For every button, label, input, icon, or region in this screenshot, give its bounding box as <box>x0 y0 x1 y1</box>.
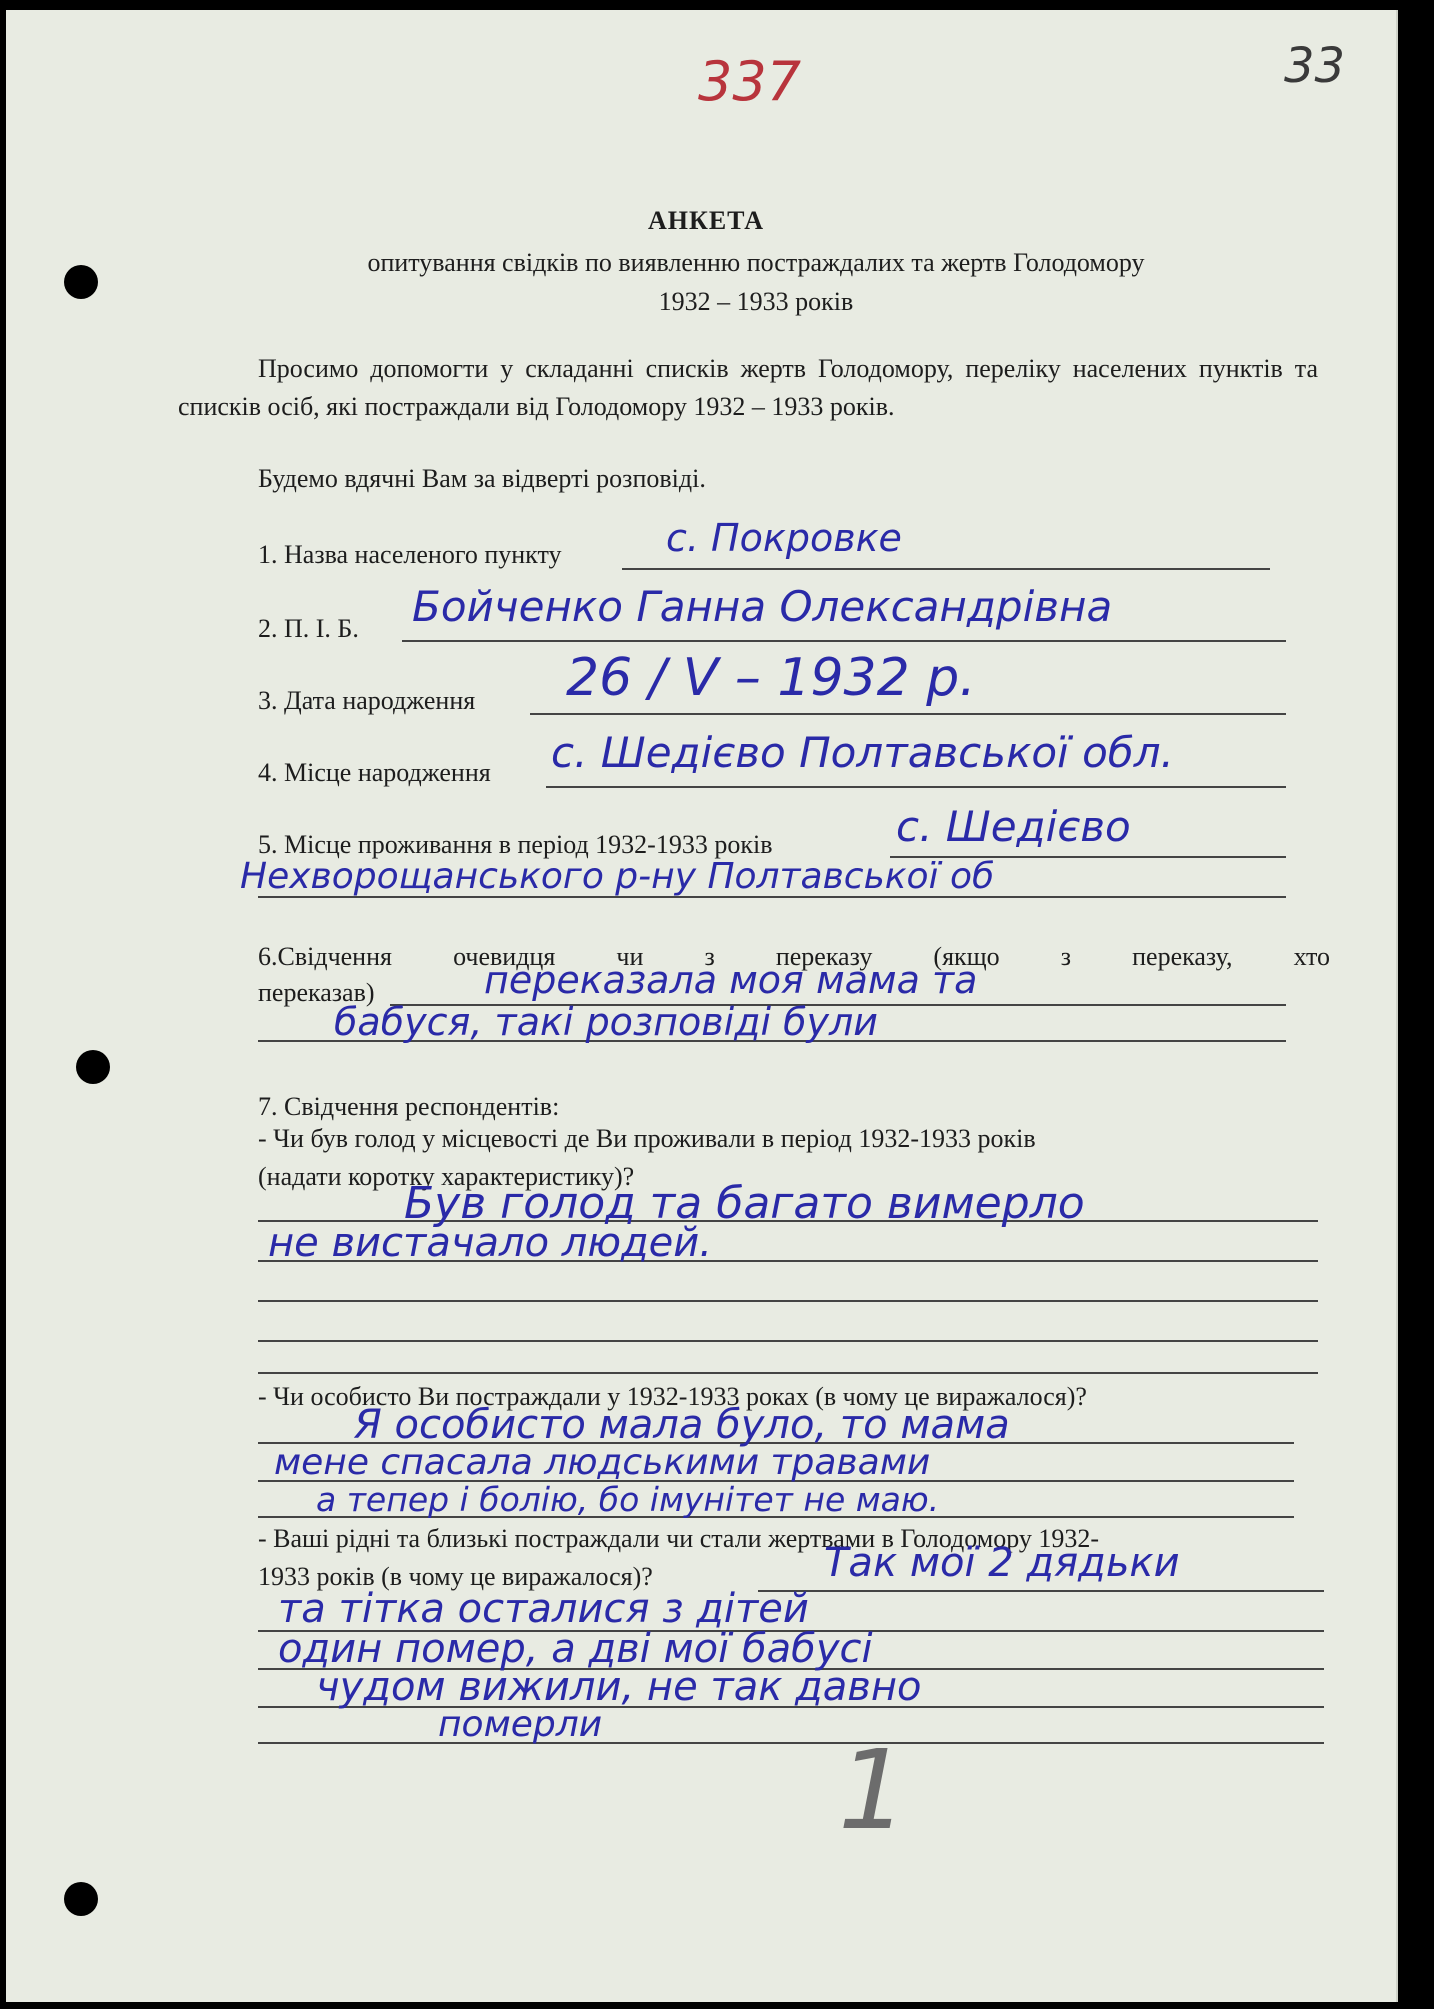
q6-answer-line1: переказала моя мама та <box>484 958 978 1002</box>
q7a-question-line2: (надати коротку характеристику)? <box>258 1162 635 1191</box>
q4-answer: с. Шедієво Полтавської обл. <box>551 728 1174 777</box>
q6-label-line2: переказав) <box>258 978 375 1007</box>
q2-label: 2. П. І. Б. <box>258 614 359 643</box>
q7a-line5 <box>258 1372 1318 1374</box>
q7a-line4 <box>258 1340 1318 1342</box>
punch-hole-bottom <box>64 1882 98 1916</box>
punch-hole-middle <box>76 1050 110 1084</box>
q7c-question-line1: - Ваші рідні та близькі постраждали чи стали жертвами в Голодомору 1932- <box>258 1524 1100 1553</box>
q1-line <box>622 568 1270 570</box>
q5-label: 5. Місце проживання в період 1932-1933 років <box>258 830 773 859</box>
archive-number: 337 <box>698 50 802 113</box>
q2-line <box>402 640 1286 642</box>
q7a-question-line1: - Чи був голод у місцевості де Ви проживали в період 1932-1933 років <box>258 1124 1036 1153</box>
q7c-question-line2: 1933 років (в чому це виражалося)? <box>258 1562 653 1591</box>
q5-answer-line1: с. Шедієво <box>896 802 1131 851</box>
page-number: 33 <box>1284 38 1346 94</box>
pencil-mark: 1 <box>838 1726 908 1854</box>
q7b-answer-line3: а тепер і болію, бо імунітет не маю. <box>316 1480 940 1519</box>
q7b-answer-line2: мене спасала людськими травами <box>274 1442 931 1483</box>
q7c-answer-line2: та тітка осталися з дітей <box>278 1586 809 1632</box>
q1-answer: с. Покровке <box>666 516 902 560</box>
q3-line <box>530 713 1286 715</box>
q7c-answer-line1: Так мої 2 дядьки <box>824 1540 1180 1586</box>
q3-answer: 26 / V – 1932 р. <box>566 648 976 708</box>
questionnaire-sheet <box>6 10 1398 2002</box>
document-title: АНКЕТА <box>647 206 765 235</box>
q7a-answer-line2: не вистачало людей. <box>268 1220 712 1266</box>
q3-label: 3. Дата народження <box>258 686 476 715</box>
q7c-line5 <box>258 1742 1324 1744</box>
q7c-answer-line4: чудом вижили, не так давно <box>316 1664 922 1710</box>
thanks-text: Будемо вдячні Вам за відверті розповіді. <box>258 464 706 493</box>
q7c-line1 <box>758 1590 1324 1592</box>
q7-label: 7. Свідчення респондентів: <box>258 1092 560 1121</box>
q7b-question: - Чи особисто Ви постраждали у 1932-1933 роках (в чому це виражалося)? <box>258 1382 1087 1411</box>
q7b-answer-line1: Я особисто мала було, то мама <box>354 1402 1010 1448</box>
intro-paragraph: Просимо допомогти у складанні списків жертв Голодомору, переліку населених пунктів та списків осіб, які постраждали від Голодомору 1932 – 1933 років. <box>178 354 1318 421</box>
q1-label: 1. Назва населеного пункту <box>258 540 562 569</box>
document-subtitle-line1: опитування свідків по виявленню постраждалих та жертв Голодомору <box>367 248 1145 277</box>
q2-answer: Бойченко Ганна Олександрівна <box>412 582 1113 631</box>
q7c-answer-line5: померли <box>438 1704 603 1745</box>
q5-answer-line2: Нехворощанського р-ну Полтавської об <box>240 856 995 897</box>
q6-answer-line2: бабуся, такі розповіді були <box>334 1000 879 1044</box>
q4-label: 4. Місце народження <box>258 758 491 787</box>
q7a-line3 <box>258 1300 1318 1302</box>
q4-line <box>546 786 1286 788</box>
q7c-answer-line3: один помер, а дві мої бабусі <box>278 1626 873 1672</box>
q7a-answer-line1: Був голод та багато вимерло <box>404 1178 1085 1229</box>
document-subtitle-line2: 1932 – 1933 років <box>658 287 854 316</box>
q6-label-line1: 6.Свідчення очевидця чи з переказу (якщо з переказу, хто <box>258 942 1330 971</box>
